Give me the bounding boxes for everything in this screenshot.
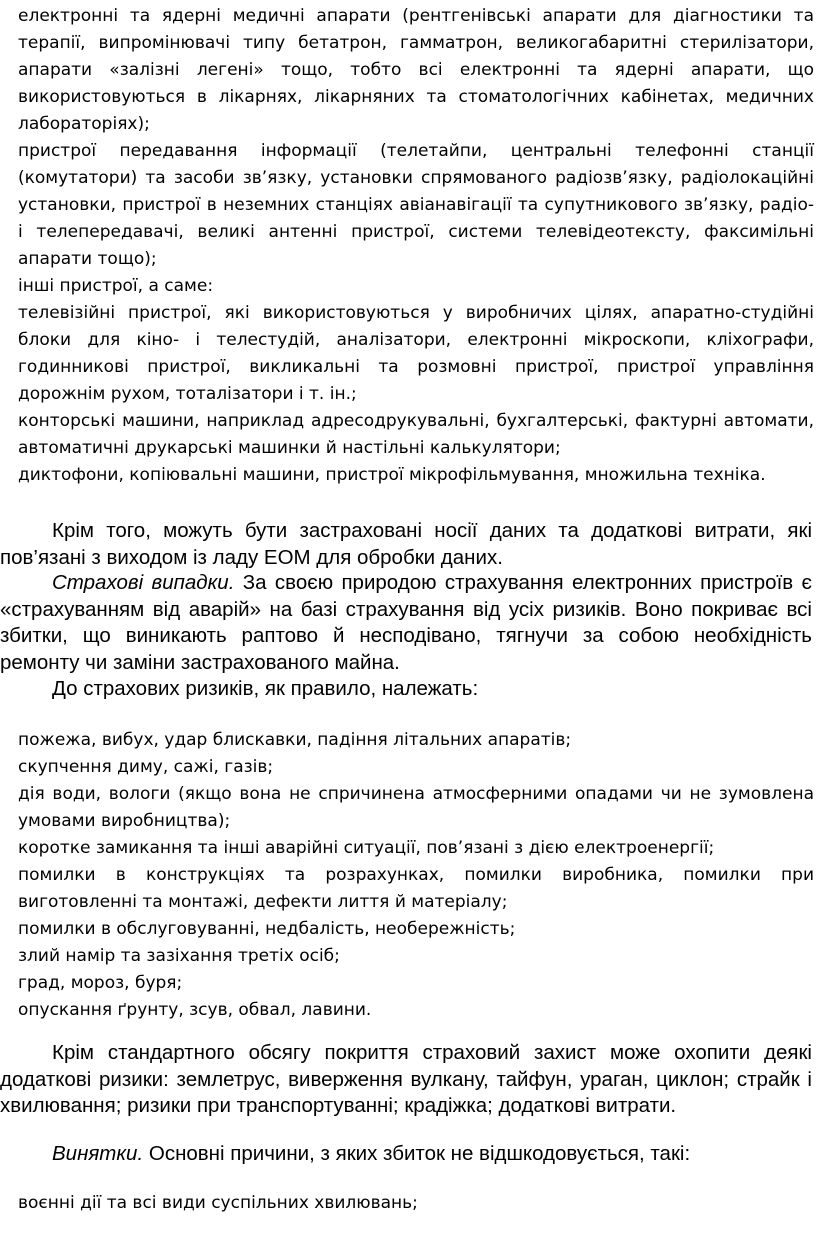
paragraph-exclusions	[0, 1141, 812, 1168]
paragraph-text: Крім стандартного обсягу покриття страховий захист може охопити деякі додаткові ризики: землетрус, виверження вулкану, тайфун, ураган, циклон; страйк і хвилювання; ризики при транспортуванні; крадіжка; додаткові витрати.	[0, 1041, 812, 1117]
paragraph-insured-events	[0, 570, 812, 676]
list-item: інші пристрої, а саме:	[18, 276, 214, 296]
list-item: злий намір та зазіхання третіх осіб;	[18, 946, 340, 966]
list-item: коротке замикання та інші аварійні ситуації, пов’язані з дією електроенергії;	[18, 838, 715, 858]
exclusions-list	[18, 1190, 814, 1217]
paragraph-text	[0, 1141, 812, 1168]
list-item: дія води, вологи (якщо вона не спричинена атмосферними опадами чи не зумовлена умовами виробництва);	[18, 784, 814, 831]
list-item: воєнні дії та всі види суспільних хвилювань;	[18, 1193, 418, 1213]
list-item: пристрої передавання інформації (телетайпи, центральні телефонні станції (комутатори) та засоби зв’язку, установки спрямованого радіозв’язку, радіолокаційні установки, пристрої в неземних станціях авіанавігації та супутникового зв’язку, радіо- і телепередавачі, великі антенні пристрої, системи телевідеотексту, факсимільні апарати тощо);	[18, 141, 814, 269]
risks-list	[18, 727, 814, 1024]
paragraph-text: Крім того, можуть бути застраховані носії даних та додаткові витрати, які пов’язані з виходом із ладу ЕОМ для обробки даних.	[0, 519, 812, 569]
paragraph-additional-risks	[0, 1040, 812, 1120]
list-item: опускання ґрунту, зсув, обвал, лавини.	[18, 1000, 372, 1020]
exclusions-text: Основні причини, з яких збиток не відшкодовується, такі:	[143, 1142, 691, 1165]
paragraph-data-carriers	[0, 518, 812, 571]
paragraph-text: До страхових ризиків, як правило, належать:	[52, 677, 479, 700]
list-item: телевізійні пристрої, які використовуються у виробничих цілях, апаратно-студійні блоки для кіно- і телестудій, аналізатори, електронні мікроскопи, кліхографи, годинникові пристрої, викликальні та розмовні пристрої, пристрої управління дорожнім рухом, тоталізатори і т. ін.;	[18, 303, 814, 404]
list-item: скупчення диму, сажі, газів;	[18, 757, 274, 777]
list-item: пожежа, вибух, удар блискавки, падіння літальних апаратів;	[18, 730, 572, 750]
list-item: помилки в обслуговуванні, недбалість, необережність;	[18, 919, 516, 939]
list-item: град, мороз, буря;	[18, 973, 183, 993]
paragraph-text	[0, 570, 812, 676]
list-item: електронні та ядерні медичні апарати (рентгенівські апарати для діагностики та терапії, випромінювачі типу бетатрон, гамматрон, великогабаритні стерилізатори, апарати «залізні легені» тощо, тобто всі електронні та ядерні апарати, що використовуються в лікарнях, лікарняних та стоматологічних кабінетах, медичних лабораторіях);	[18, 6, 814, 134]
list-item: помилки в конструкціях та розрахунках, помилки виробника, помилки при виготовленні та монтажі, дефекти лиття й матеріалу;	[18, 865, 814, 912]
list-item: конторські машини, наприклад адресодрукувальні, бухгалтерські, фактурні автомати, автоматичні друкарські машинки й настільні калькулятори;	[18, 411, 814, 458]
insured-events-text: За своєю природою страхування електронних пристроїв є «страхуванням від аварій» на базі страхування від усіх ризиків. Воно покриває всі збитки, що виникають раптово й несподівано, тягнучи за собою необхідність ремонту чи заміни застрахованого майна.	[0, 571, 812, 674]
exclusions-label: Винятки.	[52, 1142, 144, 1165]
equipment-list	[18, 3, 814, 489]
paragraph-risks-intro	[0, 676, 812, 703]
list-item: диктофони, копіювальні машини, пристрої мікрофільмування, множильна техніка.	[18, 465, 766, 485]
insured-events-label: Страхові випадки.	[52, 571, 235, 594]
